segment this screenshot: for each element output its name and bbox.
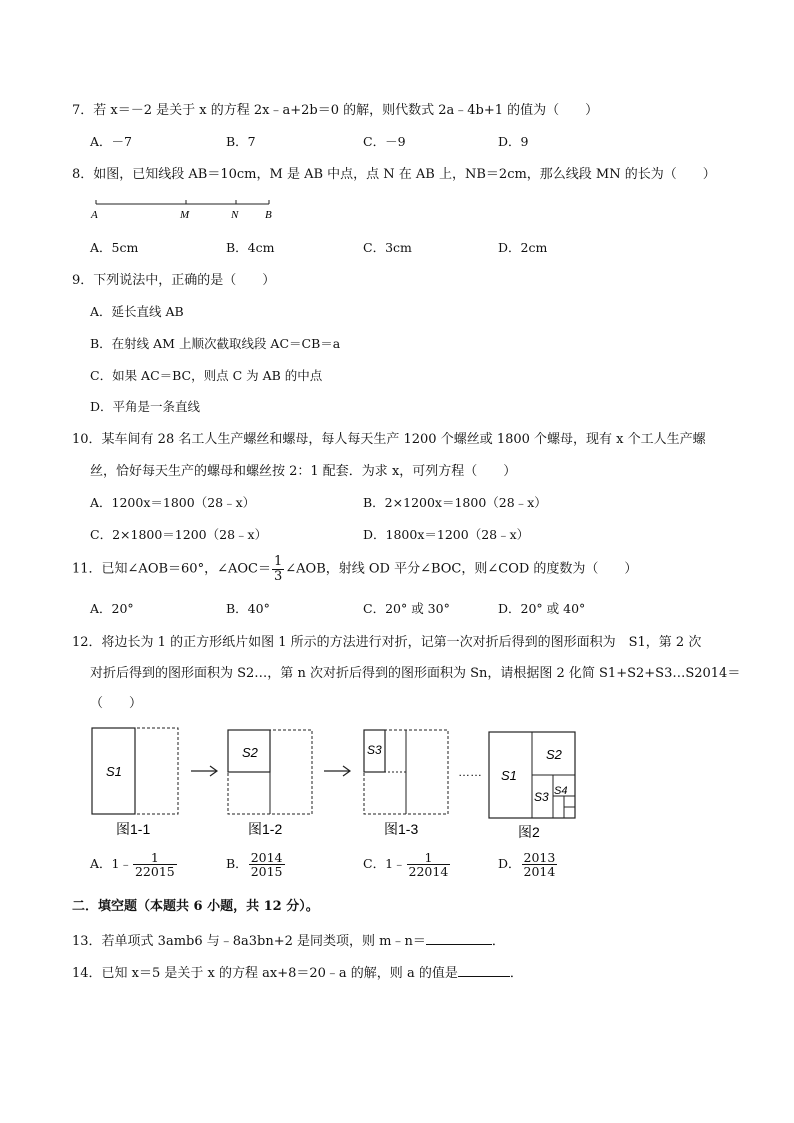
folding-figures xyxy=(88,724,588,844)
fig2-s3-label: S3 xyxy=(534,790,549,804)
fig2-s2-label: S2 xyxy=(546,747,562,762)
q10-option-b: B．2×1200x＝1800（28﹣x） xyxy=(363,495,547,510)
question-14-stem: 14．已知 x＝5 是关于 x 的方程 ax+8＝20﹣a 的解，则 a 的值是 xyxy=(72,966,458,981)
continuation-dots: …… xyxy=(458,765,482,779)
fig11-s1-label: S1 xyxy=(106,764,122,779)
fig13-s3-label: S3 xyxy=(367,743,382,757)
q10-option-a: A．1200x＝1800（28﹣x） xyxy=(90,495,256,510)
q12-opt-d-num: 2013 xyxy=(523,850,556,865)
q12-option-a xyxy=(90,851,178,878)
segment-ab-figure xyxy=(88,196,288,224)
q12-opt-b-prefix: B． xyxy=(226,856,248,872)
q13-answer-blank[interactable] xyxy=(426,932,492,945)
section-2-heading: 二．填空题（本题共 6 小题，共 12 分）。 xyxy=(72,899,319,914)
q12-opt-d-den: 2014 xyxy=(523,864,556,880)
q12-opt-b-den: 2015 xyxy=(250,864,283,880)
q7-option-d: D．9 xyxy=(498,134,529,149)
q12-opt-c-den: 22014 xyxy=(408,864,449,880)
q14-end: ． xyxy=(509,966,523,981)
q9-option-d: D．平角是一条直线 xyxy=(90,399,201,414)
q8-option-a: A．5cm xyxy=(90,240,139,255)
q10-option-c: C．2×1800＝1200（28﹣x） xyxy=(90,527,268,542)
question-14 xyxy=(72,964,523,980)
q9-option-a: A．延长直线 AB xyxy=(90,304,184,319)
question-13 xyxy=(72,932,505,948)
q7-option-c: C．－9 xyxy=(363,134,406,149)
fig11-caption: 图1-1 xyxy=(116,821,151,837)
q11-option-c: C．20° 或 30° xyxy=(363,601,450,616)
fig12-caption: 图1-2 xyxy=(248,821,283,837)
question-12-stem-line3: （ ） xyxy=(90,696,143,711)
q8-option-c: C．3cm xyxy=(363,240,412,255)
fig2-caption: 图2 xyxy=(518,824,540,840)
q9-option-b: B．在射线 AM 上顺次截取线段 AC＝CB＝a xyxy=(90,336,341,351)
q10-option-d: D．1800x＝1200（28﹣x） xyxy=(363,527,530,542)
q11-stem-a: 11．已知∠AOB＝60°，∠AOC＝ xyxy=(72,561,271,577)
label-m: M xyxy=(180,209,190,221)
q9-option-c: C．如果 AC＝BC，则点 C 为 AB 的中点 xyxy=(90,368,323,383)
q7-option-b: B．7 xyxy=(226,134,256,149)
q12-opt-c-num: 1 xyxy=(407,851,451,865)
q11-frac-num: 1 xyxy=(273,554,283,569)
q8-option-d: D．2cm xyxy=(498,240,548,255)
question-7-stem: 7．若 x＝－2 是关于 x 的方程 2x﹣a+2b＝0 的解，则代数式 2a﹣4b+1 的值为（ ） xyxy=(72,103,599,118)
q11-stem-b: ∠AOB，射线 OD 平分∠BOC，则∠COD 的度数为（ ） xyxy=(285,561,638,577)
question-10-stem-line2: 丝，恰好每天生产的螺母和螺丝按 2：1 配套．为求 x，可列方程（ ） xyxy=(90,464,517,479)
fig2-s1-label: S1 xyxy=(501,768,517,783)
q7-option-a: A．－7 xyxy=(90,134,132,149)
q12-opt-a-num: 1 xyxy=(133,851,177,865)
q11-option-d: D．20° 或 40° xyxy=(498,601,586,616)
question-12-stem-line2: 对折后得到的图形面积为 S2…，第 n 次对折后得到的图形面积为 Sn，请根据图 2 化简 S1+S2+S3…S2014＝ xyxy=(90,666,741,681)
q12-opt-b-num: 2014 xyxy=(250,850,283,865)
q13-end: ． xyxy=(491,934,505,949)
q11-fraction xyxy=(272,555,284,583)
q12-opt-a-frac xyxy=(133,851,177,878)
q12-opt-d-frac xyxy=(522,851,558,878)
question-8-stem: 8．如图，已知线段 AB＝10cm，M 是 AB 中点，点 N 在 AB 上，NB＝2cm，那么线段 MN 的长为（ ） xyxy=(72,167,716,182)
label-n: N xyxy=(231,209,239,221)
q12-option-b xyxy=(226,851,286,878)
question-10-stem-line1: 10．某车间有 28 名工人生产螺丝和螺母，每人每天生产 1200 个螺丝或 1800 个螺母，现有 x 个工人生产螺 xyxy=(72,432,706,447)
q12-opt-a-prefix: A．1﹣ xyxy=(90,856,132,872)
fig13-caption: 图1-3 xyxy=(384,821,419,837)
question-12-stem-line1: 12．将边长为 1 的正方形纸片如图 1 所示的方法进行对折，记第一次对折后得到的图形面积为 S1，第 2 次 xyxy=(72,635,702,650)
q12-option-d xyxy=(498,851,558,878)
fig12-s2-label: S2 xyxy=(242,745,258,760)
q12-opt-c-frac xyxy=(407,851,451,878)
q12-opt-d-prefix: D． xyxy=(498,856,521,872)
q14-answer-blank[interactable] xyxy=(458,964,510,977)
q11-option-b: B．40° xyxy=(226,601,270,616)
q12-opt-b-frac xyxy=(249,851,285,878)
q12-opt-c-prefix: C．1﹣ xyxy=(363,856,406,872)
fig2-s4-label: S4 xyxy=(554,785,568,797)
question-11-stem xyxy=(72,555,637,583)
question-9-stem: 9．下列说法中，正确的是（ ） xyxy=(72,273,276,288)
q11-frac-den: 3 xyxy=(273,568,283,584)
label-a: A xyxy=(91,209,98,221)
q12-option-c xyxy=(363,851,451,878)
q11-option-a: A．20° xyxy=(90,601,134,616)
label-b: B xyxy=(265,209,272,221)
q8-option-b: B．4cm xyxy=(226,240,275,255)
q12-opt-a-den: 22015 xyxy=(134,864,175,880)
question-13-stem: 13．若单项式 3amb6 与﹣8a3bn+2 是同类项，则 m﹣n＝ xyxy=(72,934,426,949)
